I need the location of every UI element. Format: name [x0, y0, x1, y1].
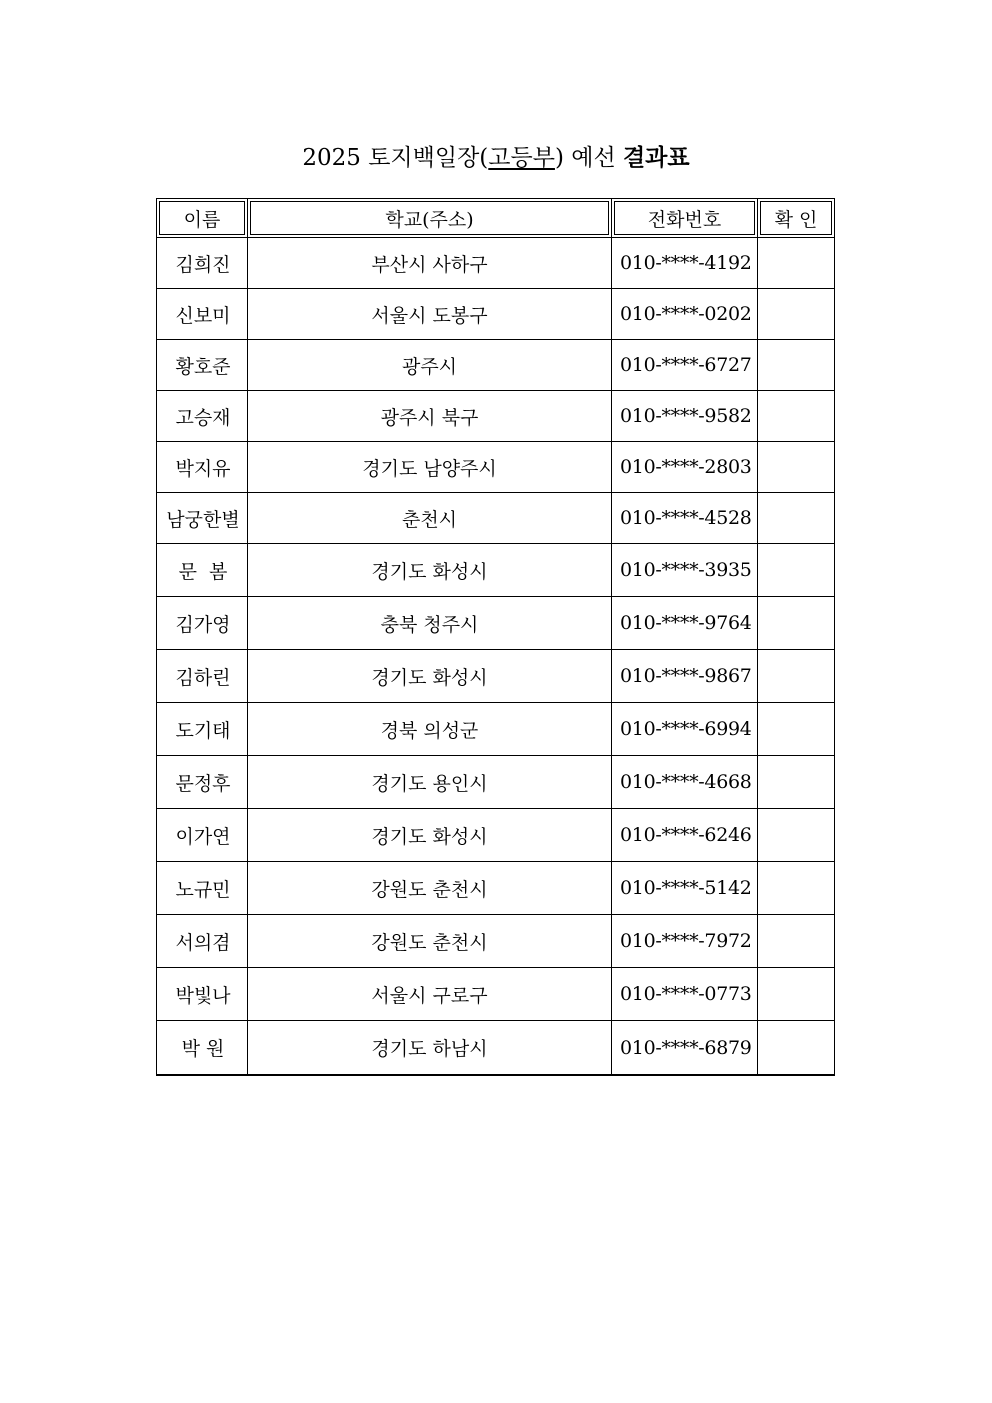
- check-cell: [758, 238, 834, 289]
- table-row: [157, 597, 834, 650]
- name-cell: 문 봄: [157, 544, 248, 597]
- name-cell: 도기태: [157, 703, 248, 756]
- school-cell: 강원도 춘천시: [248, 862, 612, 915]
- name-cell: 노규민: [157, 862, 248, 915]
- header-school: 학교(주소): [248, 199, 612, 238]
- table-body: [157, 238, 834, 1074]
- check-cell: [758, 442, 834, 493]
- school-cell: 부산시 사하구: [248, 238, 612, 289]
- school-cell: 광주시: [248, 340, 612, 391]
- school-cell: 경기도 용인시: [248, 756, 612, 809]
- phone-cell: 010-****-3935: [612, 544, 758, 597]
- school-cell: 경기도 하남시: [248, 1021, 612, 1074]
- phone-cell: 010-****-9867: [612, 650, 758, 703]
- check-cell: [758, 650, 834, 703]
- phone-cell: 010-****-7972: [612, 915, 758, 968]
- name-cell: 김하린: [157, 650, 248, 703]
- name-cell: 김희진: [157, 238, 248, 289]
- table-row: [157, 391, 834, 442]
- title-division: 고등부: [488, 145, 555, 171]
- check-cell: [758, 915, 834, 968]
- school-cell: 경기도 화성시: [248, 809, 612, 862]
- table-header: [157, 199, 834, 238]
- header-row: [157, 199, 834, 238]
- check-cell: [758, 597, 834, 650]
- header-phone: 전화번호: [612, 199, 758, 238]
- school-cell: 서울시 도봉구: [248, 289, 612, 340]
- name-cell: 박 원: [157, 1021, 248, 1074]
- school-cell: 경기도 화성시: [248, 650, 612, 703]
- results-table: [156, 198, 835, 1076]
- phone-cell: 010-****-0773: [612, 968, 758, 1021]
- school-cell: 경기도 남양주시: [248, 442, 612, 493]
- check-cell: [758, 809, 834, 862]
- title-middle: ) 예선: [554, 145, 623, 171]
- check-cell: [758, 544, 834, 597]
- phone-cell: 010-****-4668: [612, 756, 758, 809]
- table-row: [157, 544, 834, 597]
- phone-cell: 010-****-4192: [612, 238, 758, 289]
- table-row: [157, 809, 834, 862]
- check-cell: [758, 493, 834, 544]
- school-cell: 충북 청주시: [248, 597, 612, 650]
- check-cell: [758, 703, 834, 756]
- table-row: [157, 703, 834, 756]
- school-cell: 광주시 북구: [248, 391, 612, 442]
- header-check: 확 인: [758, 199, 834, 238]
- phone-cell: 010-****-9582: [612, 391, 758, 442]
- table-row: [157, 442, 834, 493]
- school-cell: 서울시 구로구: [248, 968, 612, 1021]
- school-cell: 춘천시: [248, 493, 612, 544]
- name-cell: 문정후: [157, 756, 248, 809]
- document-title: [0, 140, 992, 176]
- check-cell: [758, 756, 834, 809]
- table-row: [157, 493, 834, 544]
- name-cell: 박지유: [157, 442, 248, 493]
- phone-cell: 010-****-2803: [612, 442, 758, 493]
- table-row: [157, 1021, 834, 1074]
- school-cell: 경기도 화성시: [248, 544, 612, 597]
- title-prefix: 2025 토지백일장(: [302, 145, 489, 171]
- school-cell: 강원도 춘천시: [248, 915, 612, 968]
- table-row: [157, 238, 834, 289]
- name-cell: 서의겸: [157, 915, 248, 968]
- table-row: [157, 340, 834, 391]
- name-cell: 김가영: [157, 597, 248, 650]
- school-cell: 경북 의성군: [248, 703, 612, 756]
- check-cell: [758, 289, 834, 340]
- phone-cell: 010-****-0202: [612, 289, 758, 340]
- table-row: [157, 862, 834, 915]
- phone-cell: 010-****-6994: [612, 703, 758, 756]
- phone-cell: 010-****-4528: [612, 493, 758, 544]
- phone-cell: 010-****-5142: [612, 862, 758, 915]
- name-cell: 고승재: [157, 391, 248, 442]
- name-cell: 박빛나: [157, 968, 248, 1021]
- table-row: [157, 915, 834, 968]
- phone-cell: 010-****-6879: [612, 1021, 758, 1074]
- table-row: [157, 968, 834, 1021]
- title-result-table: 결과표: [622, 144, 690, 171]
- check-cell: [758, 968, 834, 1021]
- table-row: [157, 756, 834, 809]
- check-cell: [758, 1021, 834, 1074]
- phone-cell: 010-****-6727: [612, 340, 758, 391]
- phone-cell: 010-****-6246: [612, 809, 758, 862]
- name-cell: 신보미: [157, 289, 248, 340]
- phone-cell: 010-****-9764: [612, 597, 758, 650]
- name-cell: 남궁한별: [157, 493, 248, 544]
- check-cell: [758, 391, 834, 442]
- check-cell: [758, 862, 834, 915]
- name-cell: 황호준: [157, 340, 248, 391]
- check-cell: [758, 340, 834, 391]
- table-row: [157, 289, 834, 340]
- header-name: 이름: [157, 199, 248, 238]
- table-row: [157, 650, 834, 703]
- name-cell: 이가연: [157, 809, 248, 862]
